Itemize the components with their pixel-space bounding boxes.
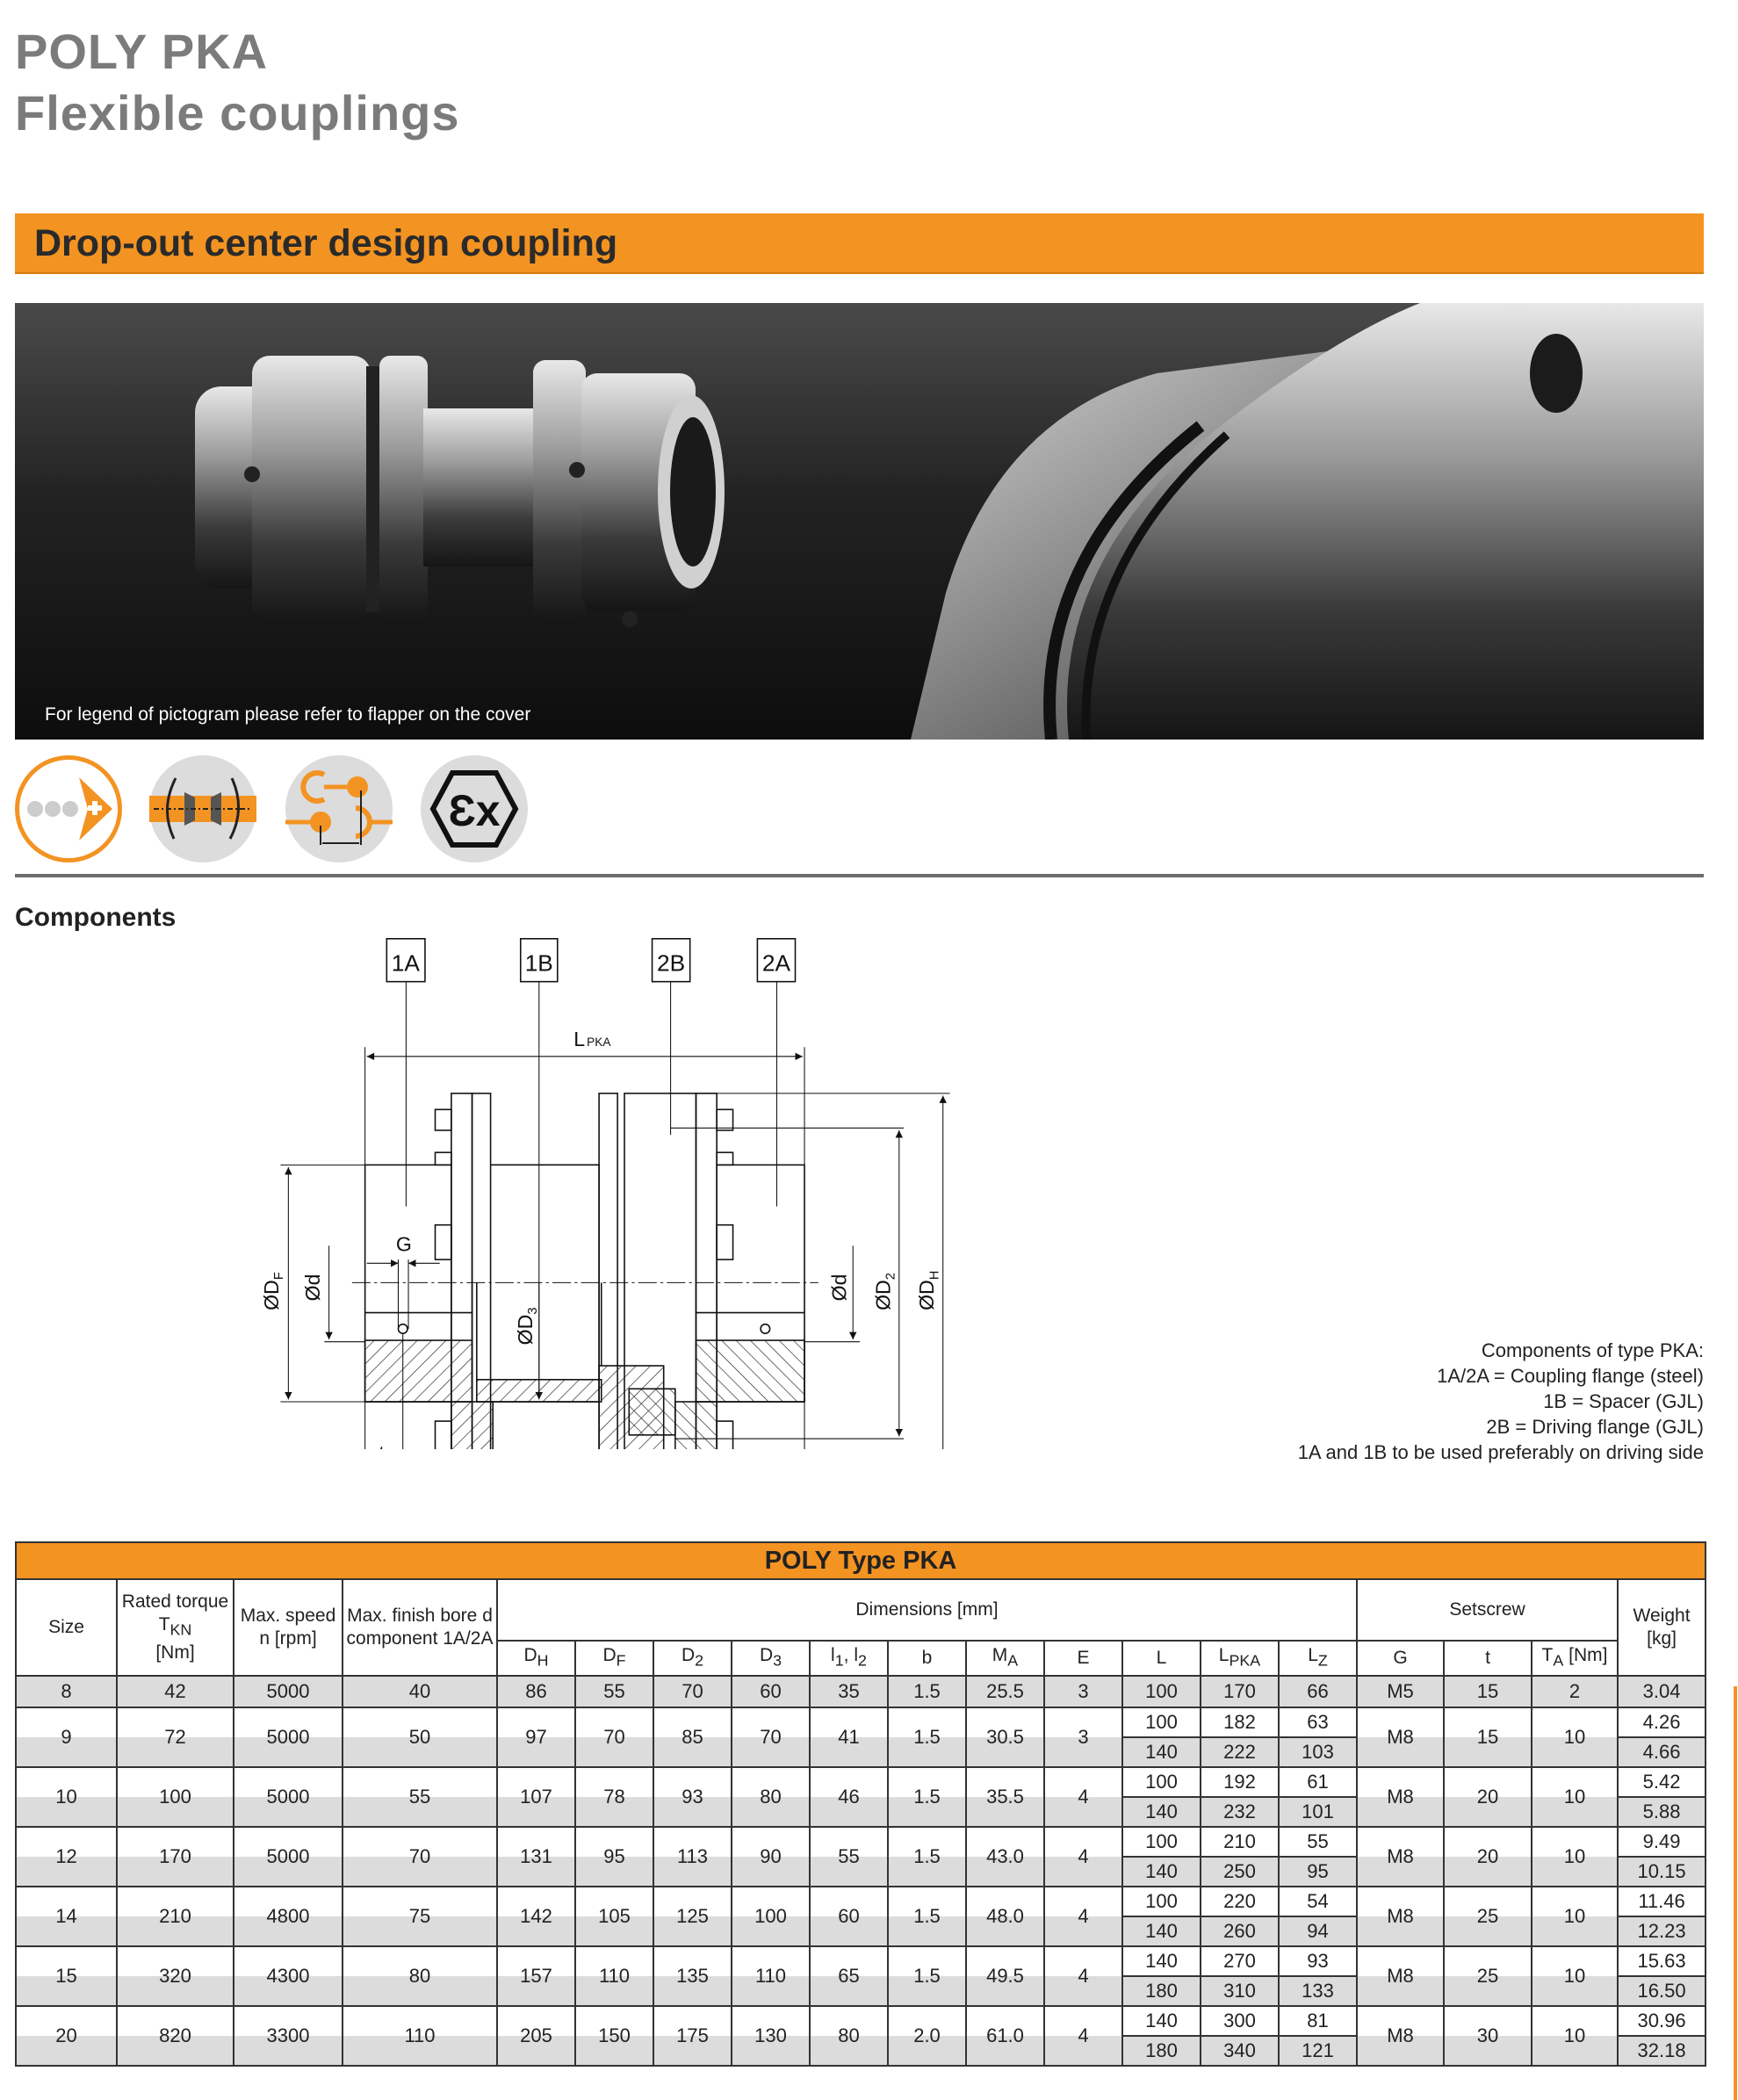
- cell-l: 180: [1122, 1976, 1201, 2006]
- cell-ta: 10: [1532, 1767, 1618, 1827]
- cell-ma: 30.5: [966, 1707, 1044, 1767]
- col-dim_cols-9: $L_{PKA}$: [1201, 1641, 1279, 1676]
- cell-d2: 135: [653, 1946, 732, 2006]
- cell-lz: 54: [1279, 1887, 1357, 1916]
- cell-lpka: 310: [1201, 1976, 1279, 2006]
- dim-d3: $ØD_3$: [513, 1307, 541, 1346]
- cell-ma: 43.0: [966, 1827, 1044, 1887]
- cell-g: M8: [1357, 1767, 1444, 1827]
- col-dim_cols-8: L: [1122, 1641, 1201, 1676]
- label-1B: 1B: [524, 949, 553, 977]
- cell-torque: 320: [117, 1946, 234, 2006]
- cell-weight: 32.18: [1618, 2036, 1706, 2066]
- col-group-setscrew: Setscrew: [1357, 1579, 1618, 1641]
- cell-dh: 157: [497, 1946, 575, 2006]
- page-edge-marker: [1734, 1686, 1737, 2100]
- cell-d3: 80: [732, 1767, 810, 1827]
- cell-weight: 3.04: [1618, 1676, 1706, 1707]
- cell-size: 14: [16, 1887, 117, 1946]
- cell-lpka: 260: [1201, 1916, 1279, 1946]
- cell-g: M8: [1357, 1827, 1444, 1887]
- cell-df: 55: [575, 1676, 653, 1707]
- cell-size: 15: [16, 1946, 117, 2006]
- cell-e: 4: [1044, 1827, 1122, 1887]
- cell-ma: 25.5: [966, 1676, 1044, 1707]
- dim-lpka: LPKA: [573, 1028, 611, 1051]
- cell-torque: 820: [117, 2006, 234, 2066]
- note-line: 2B = Driving flange (GJL): [1486, 1416, 1704, 1438]
- cell-d2: 93: [653, 1767, 732, 1827]
- cell-e: 4: [1044, 2006, 1122, 2066]
- cell-l: 140: [1122, 1946, 1201, 1976]
- cell-df: 150: [575, 2006, 653, 2066]
- note-line: 1B = Spacer (GJL): [1543, 1390, 1704, 1412]
- cell-dh: 142: [497, 1887, 575, 1946]
- specs-table: [15, 1541, 1706, 2067]
- cell-lz: 133: [1279, 1976, 1357, 2006]
- section-band: [15, 213, 1704, 274]
- cell-weight: 10.15: [1618, 1857, 1706, 1887]
- cell-speed: 5000: [234, 1676, 343, 1707]
- col-set_cols-2: $T_A$ [Nm]: [1532, 1641, 1618, 1676]
- cell-speed: 3300: [234, 2006, 343, 2066]
- cell-t: 20: [1444, 1827, 1532, 1887]
- dim-g: G: [395, 1232, 412, 1256]
- cell-bore: 50: [343, 1707, 497, 1767]
- col-dim_cols-6: $M_A$: [966, 1641, 1044, 1676]
- col-dim_cols-3: $D_3$: [732, 1641, 810, 1676]
- cell-t: 30: [1444, 2006, 1532, 2066]
- cell-bore: 80: [343, 1946, 497, 2006]
- cell-speed: 5000: [234, 1767, 343, 1827]
- atex-ex-icon: [421, 755, 528, 862]
- cell-l: 100: [1122, 1676, 1201, 1707]
- cell-l12: 46: [810, 1767, 888, 1827]
- cell-weight: 12.23: [1618, 1916, 1706, 1946]
- ex-mark: Ɛx: [448, 786, 501, 835]
- cell-g: M5: [1357, 1676, 1444, 1707]
- cell-l: 140: [1122, 1916, 1201, 1946]
- cell-t: 15: [1444, 1707, 1532, 1767]
- label-2A: 2A: [761, 949, 791, 977]
- cell-lpka: 232: [1201, 1797, 1279, 1827]
- cell-ma: 48.0: [966, 1887, 1044, 1946]
- cell-lpka: 192: [1201, 1767, 1279, 1797]
- coupling-image: [15, 303, 1704, 740]
- cell-l12: 55: [810, 1827, 888, 1887]
- cell-l12: 41: [810, 1707, 888, 1767]
- cell-t: 20: [1444, 1767, 1532, 1827]
- cell-weight: 5.42: [1618, 1767, 1706, 1797]
- cell-bore: 55: [343, 1767, 497, 1827]
- cell-b: 1.5: [888, 1767, 966, 1827]
- cell-lz: 93: [1279, 1946, 1357, 1976]
- page-title: POLY PKA: [15, 24, 269, 79]
- torsional-flex-icon: [149, 755, 256, 862]
- cell-d3: 100: [732, 1887, 810, 1946]
- table-row: [16, 1887, 1706, 1916]
- cell-bore: 40: [343, 1676, 497, 1707]
- cell-t: 25: [1444, 1946, 1532, 2006]
- cell-speed: 4800: [234, 1887, 343, 1946]
- cell-b: 1.5: [888, 1887, 966, 1946]
- cell-lz: 55: [1279, 1827, 1357, 1857]
- cell-speed: 4300: [234, 1946, 343, 2006]
- cell-speed: 5000: [234, 1827, 343, 1887]
- cell-l12: 60: [810, 1887, 888, 1946]
- cell-lpka: 182: [1201, 1707, 1279, 1737]
- cell-t: 25: [1444, 1887, 1532, 1946]
- table-title: POLY Type PKA: [16, 1542, 1706, 1579]
- cell-size: 10: [16, 1767, 117, 1827]
- cell-weight: 5.88: [1618, 1797, 1706, 1827]
- cell-e: 3: [1044, 1707, 1122, 1767]
- section-title: Drop-out center design coupling: [34, 222, 618, 264]
- cell-d2: 113: [653, 1827, 732, 1887]
- cell-lpka: 300: [1201, 2006, 1279, 2036]
- cell-b: 1.5: [888, 1707, 966, 1767]
- cell-l: 140: [1122, 1797, 1201, 1827]
- cell-l: 140: [1122, 1737, 1201, 1767]
- cell-lz: 121: [1279, 2036, 1357, 2066]
- col-set_cols-0: G: [1357, 1641, 1444, 1676]
- cell-dh: 86: [497, 1676, 575, 1707]
- cell-size: 8: [16, 1676, 117, 1707]
- cell-lz: 81: [1279, 2006, 1357, 2036]
- cell-lpka: 210: [1201, 1827, 1279, 1857]
- cell-lpka: 340: [1201, 2036, 1279, 2066]
- cell-weight: 16.50: [1618, 1976, 1706, 2006]
- cell-dh: 97: [497, 1707, 575, 1767]
- cell-lz: 61: [1279, 1767, 1357, 1797]
- label-1A: 1A: [391, 949, 420, 977]
- col-torque: Rated torque $T_{KN}$ [Nm]: [117, 1579, 234, 1676]
- plug-in-arrow-icon: [15, 755, 122, 862]
- cell-g: M8: [1357, 1707, 1444, 1767]
- cell-ta: 10: [1532, 2006, 1618, 2066]
- cell-torque: 72: [117, 1707, 234, 1767]
- note-line: Components of type PKA:: [1481, 1339, 1704, 1361]
- cell-torque: 42: [117, 1676, 234, 1707]
- cell-dh: 107: [497, 1767, 575, 1827]
- table-row: [16, 2006, 1706, 2036]
- cell-size: 12: [16, 1827, 117, 1887]
- photo-caption: For legend of pictogram please refer to flapper on the cover: [45, 704, 531, 725]
- dim-d2: $ØD_2$: [871, 1273, 898, 1310]
- cell-weight: 4.26: [1618, 1707, 1706, 1737]
- section-divider: [15, 874, 1704, 877]
- page-subtitle: Flexible couplings: [15, 85, 460, 141]
- cell-torque: 170: [117, 1827, 234, 1887]
- cell-e: 4: [1044, 1946, 1122, 2006]
- cell-b: 1.5: [888, 1676, 966, 1707]
- cell-weight: 15.63: [1618, 1946, 1706, 1976]
- cell-weight: 30.96: [1618, 2006, 1706, 2036]
- cell-l: 100: [1122, 1767, 1201, 1797]
- cell-e: 4: [1044, 1767, 1122, 1827]
- cell-dh: 131: [497, 1827, 575, 1887]
- col-dim_cols-2: $D_2$: [653, 1641, 732, 1676]
- cell-d3: 130: [732, 2006, 810, 2066]
- label-2B: 2B: [657, 949, 686, 977]
- cell-d3: 60: [732, 1676, 810, 1707]
- dim-d-left: Ød: [301, 1274, 325, 1302]
- col-dim_cols-0: $D_H$: [497, 1641, 575, 1676]
- cell-ma: 61.0: [966, 2006, 1044, 2066]
- cell-ma: 35.5: [966, 1767, 1044, 1827]
- cell-lz: 101: [1279, 1797, 1357, 1827]
- cell-d2: 175: [653, 2006, 732, 2066]
- cell-e: 4: [1044, 1887, 1122, 1946]
- cell-df: 95: [575, 1827, 653, 1887]
- cell-g: M8: [1357, 1887, 1444, 1946]
- cell-ta: 10: [1532, 1887, 1618, 1946]
- cell-ta: 10: [1532, 1946, 1618, 2006]
- cell-l: 100: [1122, 1707, 1201, 1737]
- col-bore: Max. finish bore d component 1A/2A: [343, 1579, 497, 1676]
- table-row: [16, 1707, 1706, 1737]
- col-group-dimensions: Dimensions [mm]: [497, 1579, 1357, 1641]
- dim-d-right: Ød: [827, 1274, 851, 1302]
- cell-d2: 125: [653, 1887, 732, 1946]
- cell-bore: 70: [343, 1827, 497, 1887]
- cell-torque: 210: [117, 1887, 234, 1946]
- cell-weight: 4.66: [1618, 1737, 1706, 1767]
- cell-d2: 70: [653, 1676, 732, 1707]
- cell-d3: 110: [732, 1946, 810, 2006]
- cell-ma: 49.5: [966, 1946, 1044, 2006]
- cell-lz: 66: [1279, 1676, 1357, 1707]
- col-dim_cols-4: $l_1$, $l_2$: [810, 1641, 888, 1676]
- cell-l12: 35: [810, 1676, 888, 1707]
- cell-df: 78: [575, 1767, 653, 1827]
- cell-l: 140: [1122, 1857, 1201, 1887]
- table-row: [16, 1946, 1706, 1976]
- components-diagram: [246, 922, 966, 1449]
- col-speed: Max. speed n [rpm]: [234, 1579, 343, 1676]
- dim-t: [379, 1442, 385, 1449]
- col-dim_cols-7: E: [1044, 1641, 1122, 1676]
- cell-torque: 100: [117, 1767, 234, 1827]
- table-row: [16, 1676, 1706, 1707]
- cell-df: 105: [575, 1887, 653, 1946]
- cell-lz: 95: [1279, 1857, 1357, 1887]
- components-heading: Components: [15, 903, 177, 932]
- dim-df: $ØD_F$: [259, 1272, 287, 1310]
- cell-l: 140: [1122, 2006, 1201, 2036]
- col-weight: Weight [kg]: [1618, 1579, 1706, 1676]
- product-photo: [15, 303, 1704, 740]
- cell-lpka: 220: [1201, 1887, 1279, 1916]
- cell-df: 110: [575, 1946, 653, 2006]
- cell-ta: 2: [1532, 1676, 1618, 1707]
- cell-ta: 10: [1532, 1827, 1618, 1887]
- cell-lz: 103: [1279, 1737, 1357, 1767]
- cell-d3: 90: [732, 1827, 810, 1887]
- cell-lpka: 250: [1201, 1857, 1279, 1887]
- misalignment-icon: [285, 755, 393, 862]
- table-row: [16, 1767, 1706, 1797]
- cell-g: M8: [1357, 1946, 1444, 2006]
- cell-b: 2.0: [888, 2006, 966, 2066]
- cell-d3: 70: [732, 1707, 810, 1767]
- cell-weight: 11.46: [1618, 1887, 1706, 1916]
- components-notes: [1298, 1338, 1704, 1465]
- cell-ta: 10: [1532, 1707, 1618, 1767]
- cell-lz: 94: [1279, 1916, 1357, 1946]
- col-size: Size: [16, 1579, 117, 1676]
- cell-lz: 63: [1279, 1707, 1357, 1737]
- cell-bore: 75: [343, 1887, 497, 1946]
- table-row: [16, 1827, 1706, 1857]
- cell-df: 70: [575, 1707, 653, 1767]
- cell-weight: 9.49: [1618, 1827, 1706, 1857]
- note-line: 1A/2A = Coupling flange (steel): [1437, 1365, 1704, 1387]
- cell-lpka: 222: [1201, 1737, 1279, 1767]
- cell-g: M8: [1357, 2006, 1444, 2066]
- dim-dh: $ØD_H$: [915, 1270, 942, 1310]
- cell-l: 100: [1122, 1887, 1201, 1916]
- cell-e: 3: [1044, 1676, 1122, 1707]
- col-dim_cols-10: $L_Z$: [1279, 1641, 1357, 1676]
- technical-drawing: [246, 922, 966, 1449]
- cell-d2: 85: [653, 1707, 732, 1767]
- cell-bore: 110: [343, 2006, 497, 2066]
- col-set_cols-1: t: [1444, 1641, 1532, 1676]
- cell-t: 15: [1444, 1676, 1532, 1707]
- cell-lpka: 170: [1201, 1676, 1279, 1707]
- note-line: 1A and 1B to be used preferably on driving side: [1297, 1441, 1704, 1463]
- cell-l12: 80: [810, 2006, 888, 2066]
- cell-b: 1.5: [888, 1827, 966, 1887]
- cell-speed: 5000: [234, 1707, 343, 1767]
- col-dim_cols-1: $D_F$: [575, 1641, 653, 1676]
- cell-size: 9: [16, 1707, 117, 1767]
- cell-l: 180: [1122, 2036, 1201, 2066]
- cell-l: 100: [1122, 1827, 1201, 1857]
- col-dim_cols-5: b: [888, 1641, 966, 1676]
- cell-l12: 65: [810, 1946, 888, 2006]
- cell-lpka: 270: [1201, 1946, 1279, 1976]
- cell-b: 1.5: [888, 1946, 966, 2006]
- cell-size: 20: [16, 2006, 117, 2066]
- cell-dh: 205: [497, 2006, 575, 2066]
